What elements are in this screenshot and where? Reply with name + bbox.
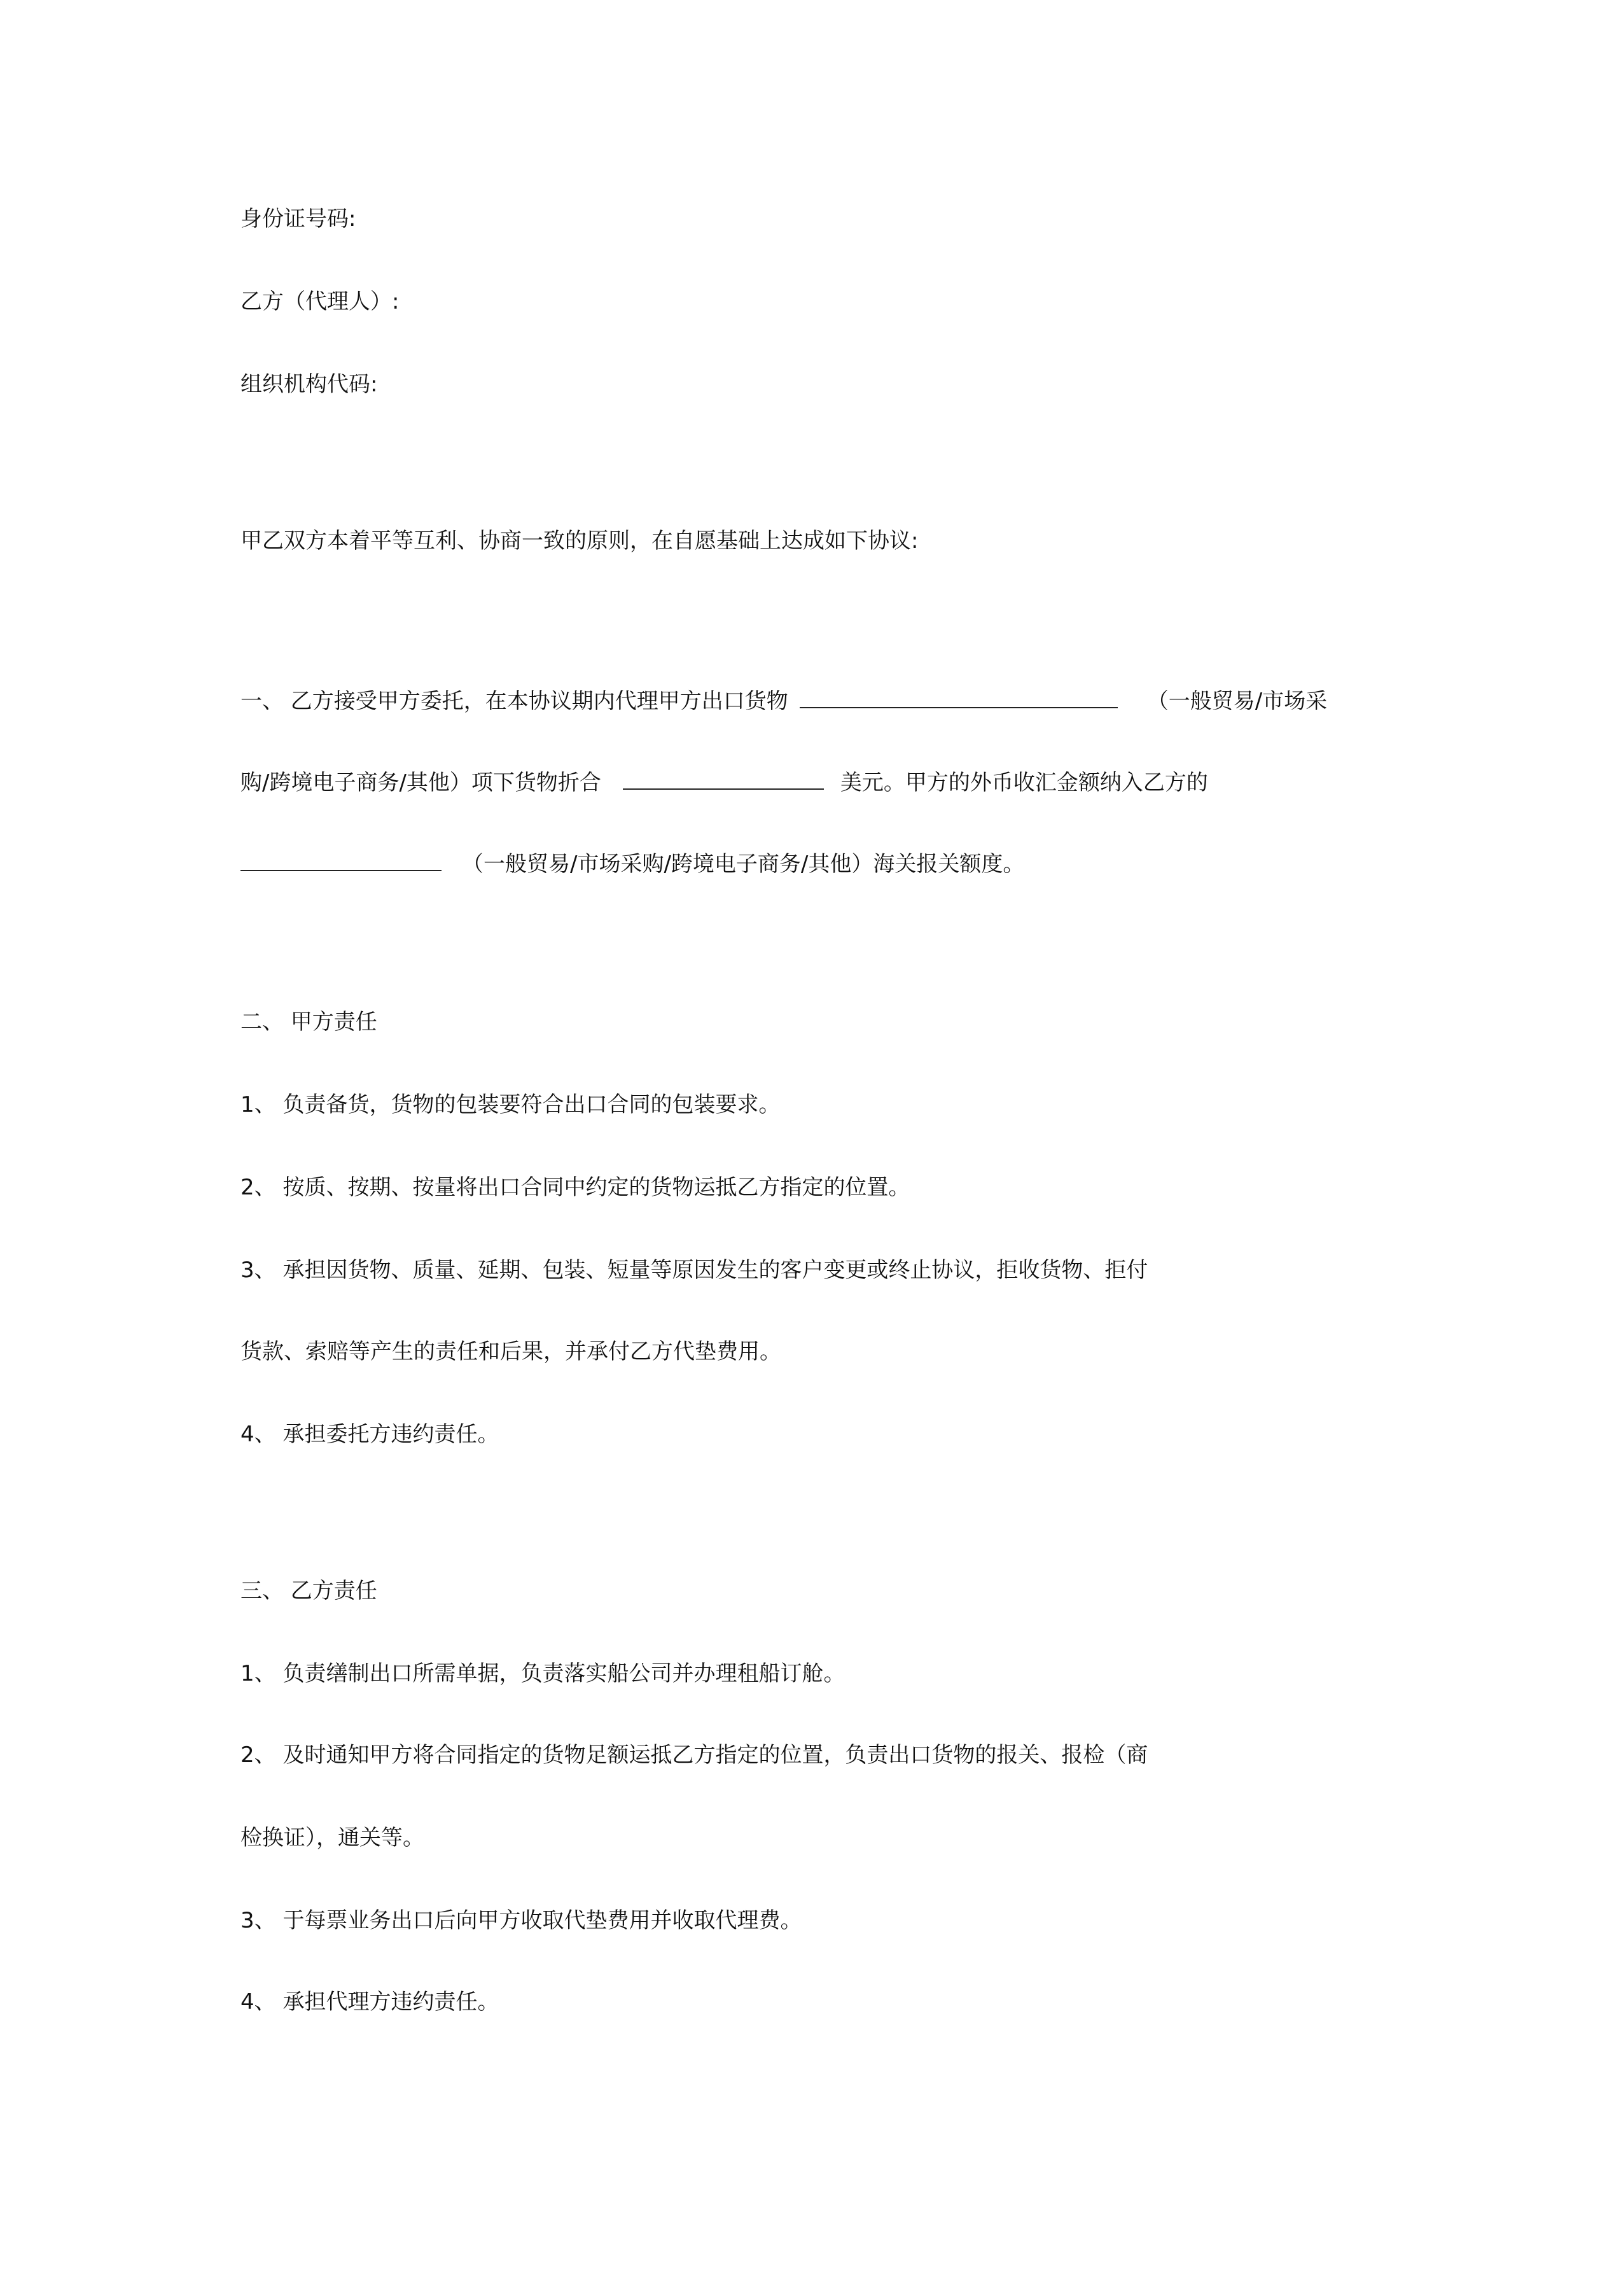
section-3-title: 三、 乙方责任 <box>240 1578 377 1604</box>
section-2-item-3-cont: 货款、索赔等产生的责任和后果，并承付乙方代垫费用。 <box>240 1339 781 1364</box>
party-b-label: 乙方（代理人）: <box>240 289 400 314</box>
section-3-item-1: 1、 负责缮制出口所需单据，负责落实船公司并办理租船订舱。 <box>240 1661 845 1686</box>
section-3-item-2: 2、 及时通知甲方将合同指定的货物足额运抵乙方指定的位置，负责出口货物的报关、报检（商 <box>240 1742 1148 1768</box>
section-3-item-3: 3、 于每票业务出口后向甲方收取代垫费用并收取代理费。 <box>240 1908 802 1933</box>
clause-1-text-d: 美元。甲方的外币收汇金额纳入乙方的 <box>840 770 1208 795</box>
section-2-title: 二、 甲方责任 <box>240 1009 377 1035</box>
preamble: 甲乙双方本着平等互利、协商一致的原则，在自愿基础上达成如下协议: <box>240 528 919 554</box>
clause-1-text-a: 一、 乙方接受甲方委托，在本协议期内代理甲方出口货物 <box>240 689 788 714</box>
clause-1-line-3 <box>240 850 1024 878</box>
clause-1-line-2 <box>240 769 1208 797</box>
clause-1-text-b: （一般贸易/市场采 <box>1146 689 1328 714</box>
goods-blank[interactable] <box>800 688 1118 708</box>
clause-1-text-e: （一般贸易/市场采购/跨境电子商务/其他）海关报关额度。 <box>462 851 1025 877</box>
org-code-label: 组织机构代码: <box>240 372 378 397</box>
clause-1-text-c: 购/跨境电子商务/其他）项下货物折合 <box>240 770 601 795</box>
section-2-item-1: 1、 负责备货，货物的包装要符合出口合同的包装要求。 <box>240 1092 781 1117</box>
clause-1-line-1 <box>240 687 1327 715</box>
section-2-item-4: 4、 承担委托方违约责任。 <box>240 1422 499 1447</box>
section-2-item-2: 2、 按质、按期、按量将出口合同中约定的货物运抵乙方指定的位置。 <box>240 1175 910 1200</box>
trade-type-blank[interactable] <box>240 851 442 871</box>
section-3-item-4: 4、 承担代理方违约责任。 <box>240 1989 499 2015</box>
section-3-item-2-cont: 检换证），通关等。 <box>240 1825 424 1851</box>
section-2-item-3: 3、 承担因货物、质量、延期、包装、短量等原因发生的客户变更或终止协议，拒收货物、拒付 <box>240 1257 1148 1283</box>
id-number-label: 身份证号码: <box>240 206 356 232</box>
amount-blank[interactable] <box>623 769 824 790</box>
